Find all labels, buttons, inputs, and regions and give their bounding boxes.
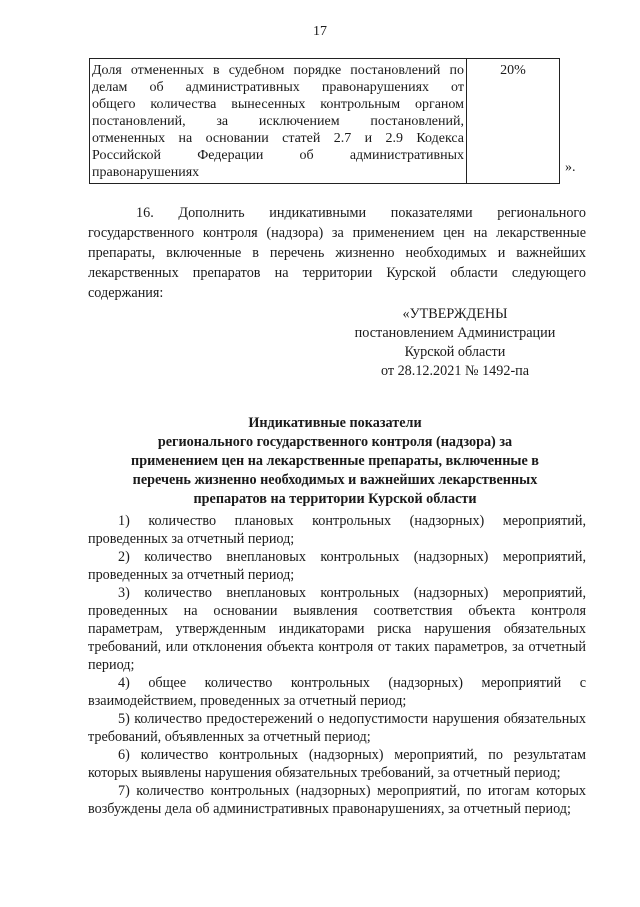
document-title (100, 414, 570, 509)
paragraph-16: 16. Дополнить индикативными показателями регионального государственного контроля (надзора) за применением цен на лекарственные препараты, включенные в перечень жизненно необходимых и важнейших лекарственных препаратов на территории Курской области следующего содержания: (88, 205, 586, 301)
description-line: Российской Федерации об административных (92, 148, 464, 163)
description-line: отмененных на основании статей 2.7 и 2.9 Кодекса (92, 131, 464, 146)
table-row (90, 59, 560, 184)
list-item: 7) количество контрольных (надзорных) мероприятий, по итогам которых возбуждены дела об административных правонарушениях, за отчетный период; (88, 783, 586, 817)
title-line: регионального государственного контроля (надзора) за (157, 434, 513, 450)
approval-line: постановлением Администрации (354, 325, 556, 341)
description-line: постановлений, за исключением постановлений, (92, 114, 464, 129)
title-line: перечень жизненно необходимых и важнейших лекарственных (132, 472, 538, 488)
list-item: 2) количество внеплановых контрольных (надзорных) мероприятий, проведенных за отчетный период; (88, 549, 586, 583)
list-item: 3) количество внеплановых контрольных (надзорных) мероприятий, проведенных на основании выявления соответствия объекта контроля параметрам, утвержденным индикаторами риска нарушения обязательных требований, или отклонения объекта контроля от таких параметров, за отчетный период; (88, 585, 586, 673)
list-item: 4) общее количество контрольных (надзорных) мероприятий с взаимодействием, проведенных за отчетный период; (88, 675, 586, 709)
description-line: общего количества вынесенных контрольным органом (92, 97, 464, 112)
indicator-table-fragment (89, 58, 560, 184)
indicator-list (88, 512, 586, 818)
description-line: правонарушениях (92, 165, 200, 180)
description-line: Доля отмененных в судебном порядке постановлений по (92, 63, 464, 78)
approval-line: «УТВЕРЖДЕНЫ (402, 306, 508, 322)
table-cell-value: 20% (467, 59, 560, 184)
list-item: 1) количество плановых контрольных (надзорных) мероприятий, проведенных за отчетный период; (88, 513, 586, 547)
title-line: Индикативные показатели (248, 415, 422, 431)
title-line: применением цен на лекарственные препараты, включенные в (131, 453, 539, 469)
list-item: 5) количество предостережений о недопустимости нарушения обязательных требований, объявленных за отчетный период; (88, 711, 586, 745)
page-number: 17 (313, 24, 327, 39)
list-item: 6) количество контрольных (надзорных) мероприятий, по результатам которых выявлены нарушения обязательных требований, за отчетный период; (88, 747, 586, 781)
approval-stamp-block (330, 305, 580, 381)
description-line: делам об административных правонарушениях от (92, 80, 464, 95)
indicator-table (89, 58, 560, 184)
approval-line: Курской области (404, 344, 506, 360)
approval-line: от 28.12.2021 № 1492-па (380, 363, 530, 379)
closing-quote: ». (565, 160, 576, 175)
table-cell-description (90, 59, 467, 184)
title-line: препаратов на территории Курской области (193, 491, 477, 507)
